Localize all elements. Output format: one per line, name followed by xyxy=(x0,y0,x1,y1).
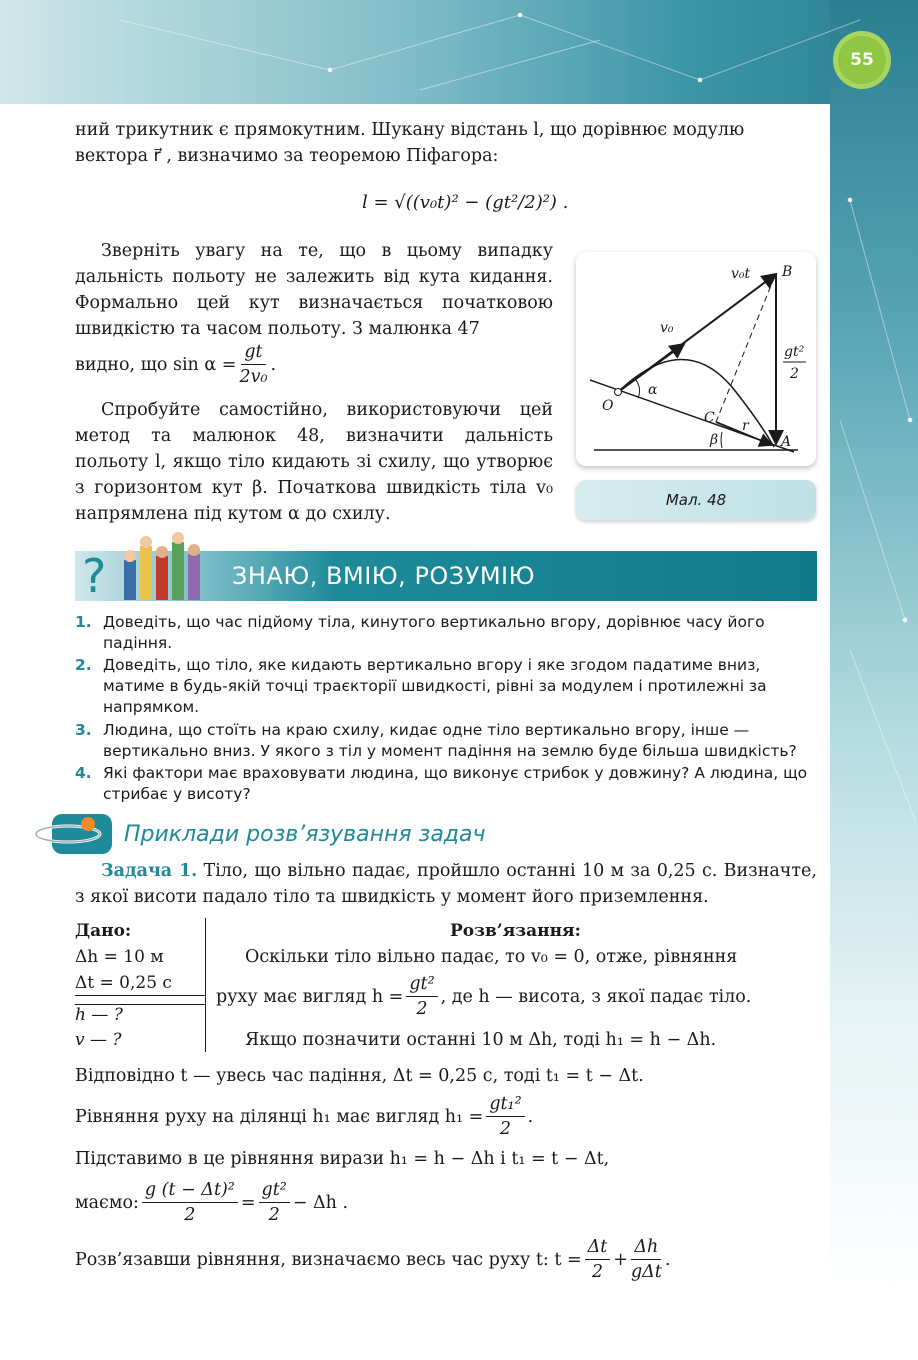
eq-fraction xyxy=(259,1178,290,1227)
solution-line-8 xyxy=(75,1235,817,1284)
label-b: B xyxy=(782,264,793,280)
given-dh: Δh = 10 м xyxy=(75,947,164,967)
eq-plus: + xyxy=(613,1249,628,1270)
label-alpha: α xyxy=(648,382,658,398)
question-text: Доведіть, що тіло, яке кидають вертикально вгору і яке згодом падатиме вниз, матиме в будь-якій точці траєкторії швидкості, рівні за модулем і протилежні за напрямком. xyxy=(103,656,767,716)
solution-line-4: Відповідно t — увесь час падіння, Δt = 0,25 с, тоді t₁ = t − Δt. xyxy=(75,1066,644,1086)
given-dt: Δt = 0,25 с xyxy=(75,973,172,993)
task-1-text: Тіло, що вільно падає, пройшло останні 10 м за 0,25 с. Визначте, з якої висоти падало тіло та швидкість у момент його приземлення. xyxy=(75,861,817,907)
eq-denominator: 2 xyxy=(416,999,428,1019)
label-r: r xyxy=(742,418,749,434)
label-a: A xyxy=(781,434,792,450)
eq-prefix: маємо: xyxy=(75,1192,139,1213)
question-number: 4. xyxy=(75,764,92,782)
label-v0t: v₀t xyxy=(731,266,751,282)
question-4 xyxy=(75,763,817,805)
question-text: Людина, що стоїть на краю схилу, кидає одне тіло вертикально вгору, інше — вертикально вниз. У якого з тіл у момент падіння на землю буде більша швидкість? xyxy=(103,721,797,760)
examples-icon xyxy=(34,810,114,856)
question-number: 2. xyxy=(75,656,92,674)
given-title: Дано: xyxy=(75,921,132,941)
sin-suffix: . xyxy=(270,354,277,375)
trajectory xyxy=(618,360,774,448)
label-c: C xyxy=(704,410,715,426)
raised-hands-icon xyxy=(120,532,220,602)
label-o: O xyxy=(602,398,614,414)
intro-line-1: ний трикутник є прямокутним. Шукану відстань l, що дорівнює модулю xyxy=(75,120,745,140)
eq-fraction xyxy=(585,1235,611,1284)
eq-denominator: 2 xyxy=(499,1119,512,1139)
question-1 xyxy=(75,612,817,654)
eq-fraction xyxy=(631,1235,662,1284)
label-gt2: gt² xyxy=(784,344,805,360)
task-1 xyxy=(75,858,817,910)
sin-prefix: видно, що sin α = xyxy=(75,354,237,375)
point-o xyxy=(615,389,622,396)
question-mark-icon: ? xyxy=(82,549,107,603)
solution-line-3: Якщо позначити останні 10 м Δh, тоді h₁ = h − Δh. xyxy=(245,1030,717,1050)
eq-denominator: 2 xyxy=(184,1205,196,1225)
question-2 xyxy=(75,655,817,718)
eq-prefix: Розв’язавши рівняння, визначаємо весь час руху t: t = xyxy=(75,1249,582,1270)
eq-numerator: g (t − Δt)² xyxy=(142,1178,238,1203)
paragraph-angle: Зверніть увагу на те, що в цьому випадку дальність польоту не залежить від кута кидання. Формально цей кут визначається початковою швидкістю та часом польоту. З малюнка 47 xyxy=(75,241,553,339)
task-1-label: Задача 1. xyxy=(101,861,198,881)
eq-suffix: . xyxy=(664,1249,671,1270)
eq-suffix: , де h — висота, з якої падає тіло. xyxy=(440,986,752,1007)
figure-48 xyxy=(576,252,816,466)
label-v0: v₀ xyxy=(660,320,674,336)
sin-denominator: 2v₀ xyxy=(239,367,268,387)
eq-numerator: gt² xyxy=(259,1178,290,1203)
page-number: 55 xyxy=(838,36,886,84)
examples-title: Приклади розв’язування задач xyxy=(124,822,486,847)
eq-numerator: gt₁² xyxy=(486,1092,524,1117)
sin-fraction xyxy=(239,340,267,389)
dashed-line xyxy=(716,278,774,422)
solution-title: Розв’язання: xyxy=(450,921,581,941)
given-rule xyxy=(75,1004,205,1005)
eq-fraction xyxy=(142,1178,238,1227)
solution-line-2 xyxy=(216,972,817,1021)
label-two: 2 xyxy=(790,366,799,382)
paragraph-slope: Спробуйте самостійно, використовуючи цей метод та малюнок 48, визначити дальність польоту l, якщо тіло кидають зі схилу, що утворює з горизонтом кут β. Початкова швидкість тіла v₀ напрямлена під кутом α до схилу. xyxy=(75,400,553,524)
label-beta: β xyxy=(710,432,719,448)
eq-prefix: Рівняння руху на ділянці h₁ має вигляд h₁ = xyxy=(75,1106,484,1127)
solution-line-7 xyxy=(75,1178,817,1227)
solution-line-6: Підставимо в це рівняння вирази h₁ = h − Δh і t₁ = t − Δt, xyxy=(75,1149,610,1169)
given-divider xyxy=(205,918,206,1052)
eq-denominator: 2 xyxy=(268,1205,280,1225)
eq-fraction xyxy=(486,1092,524,1141)
solution-line-1: Оскільки тіло вільно падає, то v₀ = 0, отже, рівняння xyxy=(245,947,738,967)
question-number: 1. xyxy=(75,613,92,631)
eq-fraction xyxy=(406,972,437,1021)
eq-denominator: gΔt xyxy=(630,1262,662,1282)
eq-numerator: Δt xyxy=(585,1235,611,1260)
solution-line-5 xyxy=(75,1092,817,1141)
sin-formula-line xyxy=(75,340,553,389)
sin-numerator: gt xyxy=(241,340,265,365)
alpha-arc xyxy=(636,380,640,398)
beta-arc xyxy=(721,432,722,448)
figure-caption: Мал. 48 xyxy=(576,480,816,520)
question-number: 3. xyxy=(75,721,92,739)
eq-numerator: Δh xyxy=(631,1235,661,1260)
question-text: Які фактори має враховувати людина, що виконує стрибок у довжину? А людина, що стрибає у висоту? xyxy=(103,764,808,803)
eq-suffix: . xyxy=(527,1106,534,1127)
find-h: h — ? xyxy=(75,1005,123,1025)
question-text: Доведіть, що час підйому тіла, кинутого вертикально вгору, дорівнює часу його падіння. xyxy=(103,613,765,652)
pythagoras-formula: l = √((v₀t)² − (gt²/2)²) . xyxy=(362,192,569,213)
find-v: v — ? xyxy=(75,1030,122,1050)
given-rule xyxy=(75,995,205,996)
intro-line-2: вектора r⃗ , визначимо за теоремою Піфагора: xyxy=(75,146,499,166)
eq-suffix: − Δh . xyxy=(292,1192,349,1213)
eq-numerator: gt² xyxy=(406,972,437,997)
eq-denominator: 2 xyxy=(591,1262,604,1282)
question-3 xyxy=(75,720,817,762)
projectile-diagram xyxy=(576,252,816,466)
eq-prefix: руху має вигляд h = xyxy=(216,986,404,1007)
section-title: ЗНАЮ, ВМІЮ, РОЗУМІЮ xyxy=(232,562,536,590)
eq-equals: = xyxy=(240,1192,256,1213)
